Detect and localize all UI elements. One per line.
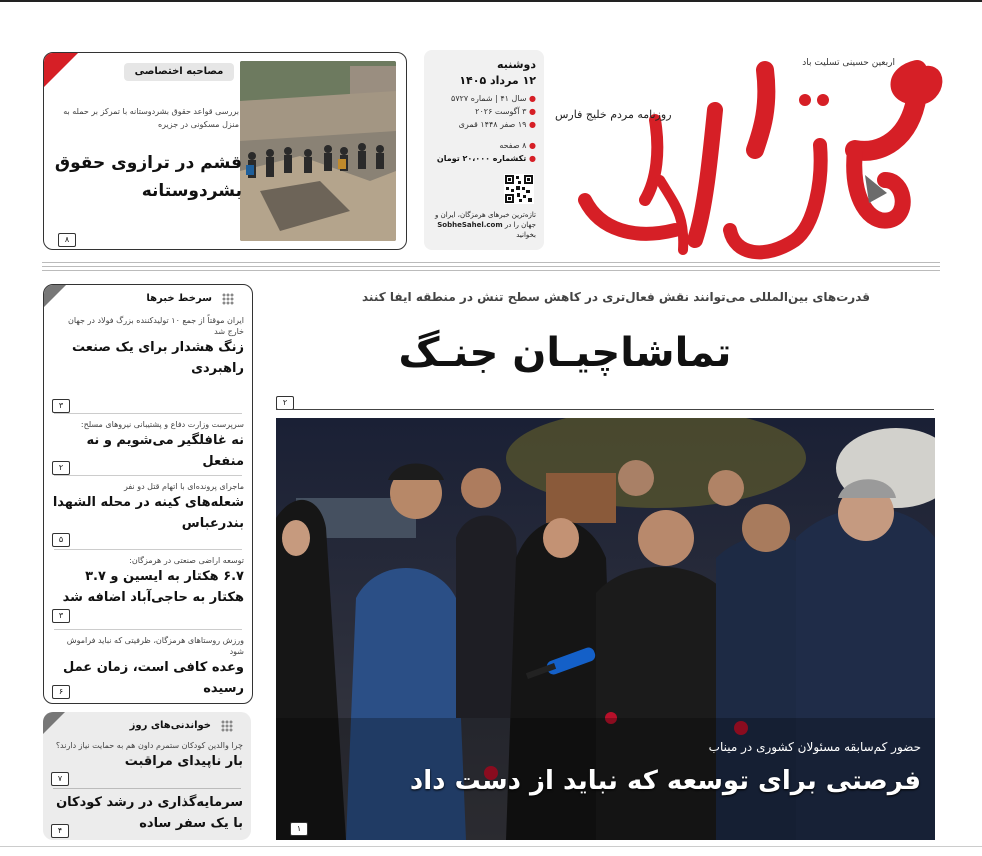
sidebar-heading: سرخط خبرها	[146, 293, 212, 304]
item-headline[interactable]: ۶.۷ هکتار به ایسین و ۳.۷ هکتار به حاجی‌آباد اضافه شد	[62, 569, 244, 605]
interview-kicker: بررسی قواعد حقوق بشردوستانه با تمرکز بر حمله به منزل مسکونی در جزیره	[63, 107, 239, 129]
item-kicker: ماجرای پرونده‌ای با اتهام قتل دو نفر	[123, 482, 244, 491]
divider	[53, 788, 241, 789]
headlines-sidebar	[43, 284, 253, 704]
issue-price: ● تکشماره ۲۰،۰۰۰ تومان	[436, 154, 536, 163]
corner-tab	[44, 53, 78, 87]
page-number-badge: ۸	[58, 233, 76, 247]
list-item[interactable]	[51, 740, 243, 772]
page-number-badge: ۶	[52, 685, 70, 699]
interview-label: مصاحبه اختصاصی	[124, 63, 234, 81]
item-kicker: سرپرست وزارت دفاع و پشتیبانی نیروهای مسلح:	[80, 420, 244, 429]
list-item[interactable]	[52, 419, 244, 472]
newspaper-logo	[565, 40, 945, 275]
photo-caption-kicker: حضور کم‌سابقه مسئولان کشوری در میناب	[708, 740, 921, 754]
corner-tab	[43, 712, 65, 734]
page-number-badge: ۲	[52, 461, 70, 475]
divider	[54, 629, 242, 630]
item-kicker: توسعه اراضی صنعتی در هرمزگان:	[129, 556, 244, 565]
divider	[42, 266, 940, 267]
divider	[54, 413, 242, 414]
divider	[54, 549, 242, 550]
lead-kicker: قدرت‌های بین‌المللی می‌توانند نقش فعال‌تری در کاهش سطح تنش در منطقه ایفا کنند	[362, 290, 870, 304]
list-item[interactable]	[52, 555, 244, 608]
page-number-badge: ۲	[276, 396, 294, 410]
issue-line: ● سال ۴۱ | شماره ۵۷۲۷	[451, 94, 536, 103]
page-number-badge: ۳	[52, 609, 70, 623]
page-number-badge: ۳	[52, 399, 70, 413]
item-headline[interactable]: زنگ هشدار برای یک صنعت راهبردی	[72, 340, 244, 376]
photo-caption-headline[interactable]: فرصتی برای توسعه که نباید از دست داد	[409, 766, 921, 796]
item-kicker: چرا والدین کودکان ستمرم داون هم به حمایت نیاز دارند؟	[55, 741, 243, 750]
list-item[interactable]	[52, 315, 244, 379]
readables-sidebar	[43, 712, 251, 840]
lead-photo[interactable]	[276, 418, 935, 840]
masthead-subtitle: روزنامه مردم خلیج فارس	[555, 108, 672, 121]
item-headline[interactable]: سرمایه‌گذاری در رشد کودکان با یک سفر ساده	[56, 795, 243, 831]
dots-grid-icon	[221, 720, 233, 732]
website-note: تازه‌ترین خبرهای هرمزگان، ایران و جهان را در SobheSahel.com بخوانید	[435, 211, 536, 239]
issue-line: ● ۳ آگوست ۲۰۲۶	[475, 107, 536, 116]
item-kicker: ایران موقتاً از جمع ۱۰ تولیدکننده بزرگ فولاد در جهان خارج شد	[67, 316, 244, 336]
divider	[42, 270, 940, 271]
dots-grid-icon	[222, 293, 234, 305]
lead-headline[interactable]: تماشاچیـان جنـگ	[398, 330, 732, 376]
page-number-badge: ۵	[52, 533, 70, 547]
interview-teaser[interactable]	[43, 52, 407, 250]
corner-tab	[44, 285, 66, 307]
item-headline[interactable]: بار ناپیدای مراقبت	[124, 754, 243, 769]
list-item[interactable]	[52, 481, 244, 534]
issue-date: ۱۲ مرداد ۱۴۰۵	[459, 74, 536, 87]
interview-photo	[240, 61, 396, 241]
issue-line: ● ۱۹ صفر ۱۴۴۸ قمری	[458, 120, 536, 129]
website-link[interactable]: SobheSahel.com	[437, 221, 503, 229]
item-headline[interactable]: شعله‌های کینه در محله الشهدا بندرعباس	[52, 495, 244, 531]
dedication-text: اربعین حسینی تسلیت باد	[802, 58, 895, 68]
page-number-badge: ۱	[290, 822, 308, 836]
issue-day: دوشنبه	[497, 58, 536, 71]
item-headline[interactable]: وعده کافی است، زمان عمل رسیده	[62, 660, 244, 696]
divider	[276, 409, 934, 410]
divider	[54, 475, 242, 476]
sidebar-heading: خواندنی‌های روز	[129, 720, 211, 731]
item-headline[interactable]: نه غافلگیر می‌شویم و نه منفعل	[86, 433, 244, 469]
page-number-badge: ۷	[51, 772, 69, 786]
list-item[interactable]	[52, 635, 244, 699]
list-item[interactable]	[51, 792, 243, 834]
item-kicker: ورزش روستاهای هرمزگان، ظرفیتی که نباید فراموش شود	[66, 636, 244, 656]
divider	[42, 262, 940, 263]
top-rule	[0, 0, 982, 2]
issue-info-box	[424, 50, 544, 250]
interview-headline[interactable]: قشم در ترازوی حقوق بشردوستانه	[54, 153, 242, 201]
qr-code-icon[interactable]	[504, 174, 534, 204]
page-number-badge: ۴	[51, 824, 69, 838]
issue-line: ● ۸ صفحه	[499, 141, 536, 150]
